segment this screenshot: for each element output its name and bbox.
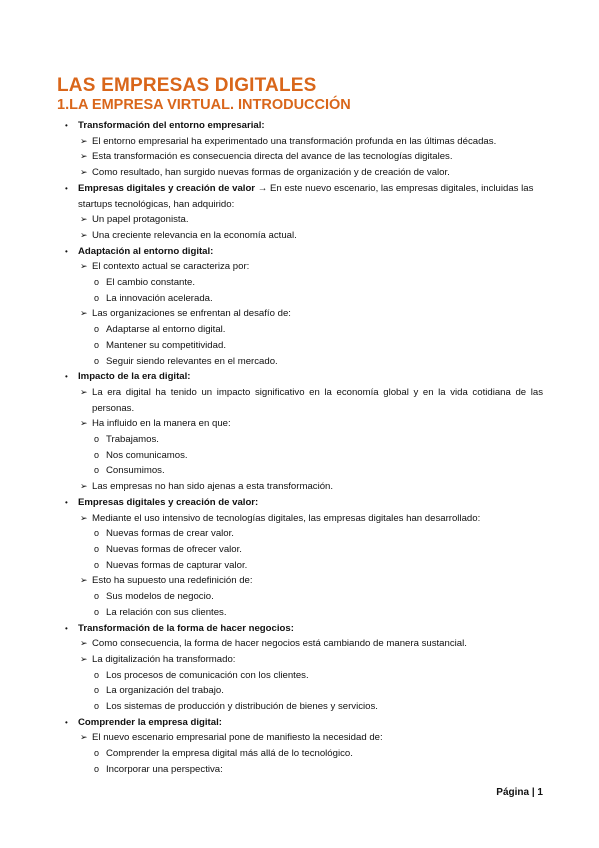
list-item: o Nuevas formas de ofrecer valor.: [0, 542, 599, 558]
list-item: • Transformación de la forma de hacer negocios:: [0, 621, 599, 637]
section-heading: 1.LA EMPRESA VIRTUAL. INTRODUCCIÓN: [57, 97, 351, 113]
arrow-icon: ➢: [80, 151, 88, 162]
list-item: o Seguir siendo relevantes en el mercado.: [0, 354, 599, 370]
list-item: ➢ Como resultado, han surgido nuevas formas de organización y de creación de valor.: [0, 165, 599, 181]
arrow-icon: ➢: [80, 214, 88, 225]
bullet-icon: •: [65, 497, 68, 507]
circle-icon: o: [94, 559, 100, 570]
arrow-icon: ➢: [80, 732, 88, 743]
arrow-icon: ➢: [80, 167, 88, 178]
bullet-icon: •: [65, 623, 68, 633]
arrow-icon: ➢: [80, 386, 88, 397]
circle-icon: o: [94, 543, 100, 554]
page-number: Página | 1: [496, 787, 543, 798]
circle-icon: o: [94, 449, 100, 460]
bullet-list: [0, 118, 599, 778]
arrow-icon: ➢: [80, 229, 88, 240]
page-title: LAS EMPRESAS DIGITALES: [57, 75, 317, 96]
bullet-icon: •: [65, 717, 68, 727]
bullet-icon: •: [65, 121, 68, 130]
bullet-icon: •: [65, 246, 68, 256]
circle-icon: o: [94, 434, 100, 445]
list-item: ➢ Mediante el uso intensivo de tecnologías digitales, las empresas digitales han desarrollado:: [0, 511, 599, 527]
list-item: ➢ Las organizaciones se enfrentan al desafío de:: [0, 306, 599, 322]
arrow-icon: ➢: [80, 653, 88, 664]
circle-icon: o: [94, 292, 100, 303]
list-item: o Adaptarse al entorno digital.: [0, 322, 599, 338]
circle-icon: o: [94, 669, 100, 680]
list-item: o Comprender la empresa digital más allá de lo tecnológico.: [0, 746, 599, 762]
bullet-icon: •: [65, 372, 68, 382]
list-item: ➢ El contexto actual se caracteriza por:: [0, 259, 599, 275]
list-item: ➢ Una creciente relevancia en la economía actual.: [0, 228, 599, 244]
circle-icon: o: [94, 339, 100, 350]
list-item: • Adaptación al entorno digital:: [0, 244, 599, 260]
list-item: o Mantener su competitividad.: [0, 338, 599, 354]
list-item: ➢ Ha influido en la manera en que:: [0, 416, 599, 432]
arrow-icon: ➢: [80, 575, 88, 586]
list-item: o Incorporar una perspectiva:: [0, 762, 599, 778]
arrow-icon: ➢: [80, 512, 88, 523]
circle-icon: o: [94, 528, 100, 539]
list-item: ➢ La digitalización ha transformado:: [0, 652, 599, 668]
circle-icon: o: [94, 591, 100, 602]
arrow-icon: ➢: [80, 638, 88, 649]
list-item: ➢ La era digital ha tenido un impacto significativo en la economía global y en la vida cotidiana de las personas.: [80, 386, 543, 414]
list-item: o Los procesos de comunicación con los clientes.: [0, 668, 599, 684]
circle-icon: o: [94, 324, 100, 335]
arrow-icon: ➢: [80, 135, 88, 146]
list-item: ➢ Como consecuencia, la forma de hacer negocios está cambiando de manera sustancial.: [0, 636, 599, 652]
list-item: • Empresas digitales y creación de valor → En este nuevo escenario, las empresas digitales, incluidas las: [0, 181, 599, 197]
list-item: o Nos comunicamos.: [0, 448, 599, 464]
circle-icon: o: [94, 355, 100, 366]
arrow-icon: ➢: [80, 418, 88, 429]
circle-icon: o: [94, 748, 100, 759]
list-item: ➢ Un papel protagonista.: [0, 212, 599, 228]
list-item: ➢ Esta transformación es consecuencia directa del avance de las tecnologías digitales.: [0, 149, 599, 165]
list-item: o Trabajamos.: [0, 432, 599, 448]
list-item: • Empresas digitales y creación de valor:: [0, 495, 599, 511]
circle-icon: o: [94, 763, 100, 774]
list-item: o La relación con sus clientes.: [0, 605, 599, 621]
list-item: • Impacto de la era digital:: [0, 369, 599, 385]
list-item: o La organización del trabajo.: [0, 683, 599, 699]
circle-icon: o: [94, 277, 100, 288]
list-item: o Sus modelos de negocio.: [0, 589, 599, 605]
list-item: ➢ Esto ha supuesto una redefinición de:: [0, 573, 599, 589]
circle-icon: o: [94, 606, 100, 617]
list-item: • Transformación del entorno empresarial:: [0, 118, 599, 134]
bullet-icon: •: [65, 183, 68, 193]
list-item: o Nuevas formas de capturar valor.: [0, 558, 599, 574]
list-item: ➢ El entorno empresarial ha experimentado una transformación profunda en las últimas décadas.: [0, 134, 599, 150]
circle-icon: o: [94, 701, 100, 712]
list-item: o Los sistemas de producción y distribución de bienes y servicios.: [0, 699, 599, 715]
circle-icon: o: [94, 465, 100, 476]
arrow-icon: ➢: [80, 481, 88, 492]
list-item: • Comprender la empresa digital:: [0, 715, 599, 731]
list-item: o Consumimos.: [0, 463, 599, 479]
list-item: ➢ El nuevo escenario empresarial pone de manifiesto la necesidad de:: [0, 730, 599, 746]
list-item-continuation: startups tecnológicas, han adquirido:: [78, 198, 235, 210]
list-item: o La innovación acelerada.: [0, 291, 599, 307]
arrow-icon: ➢: [80, 308, 88, 319]
circle-icon: o: [94, 685, 100, 696]
list-item: o El cambio constante.: [0, 275, 599, 291]
arrow-icon: ➢: [80, 261, 88, 272]
list-item: ➢ Las empresas no han sido ajenas a esta transformación.: [0, 479, 599, 495]
list-item: o Nuevas formas de crear valor.: [0, 526, 599, 542]
